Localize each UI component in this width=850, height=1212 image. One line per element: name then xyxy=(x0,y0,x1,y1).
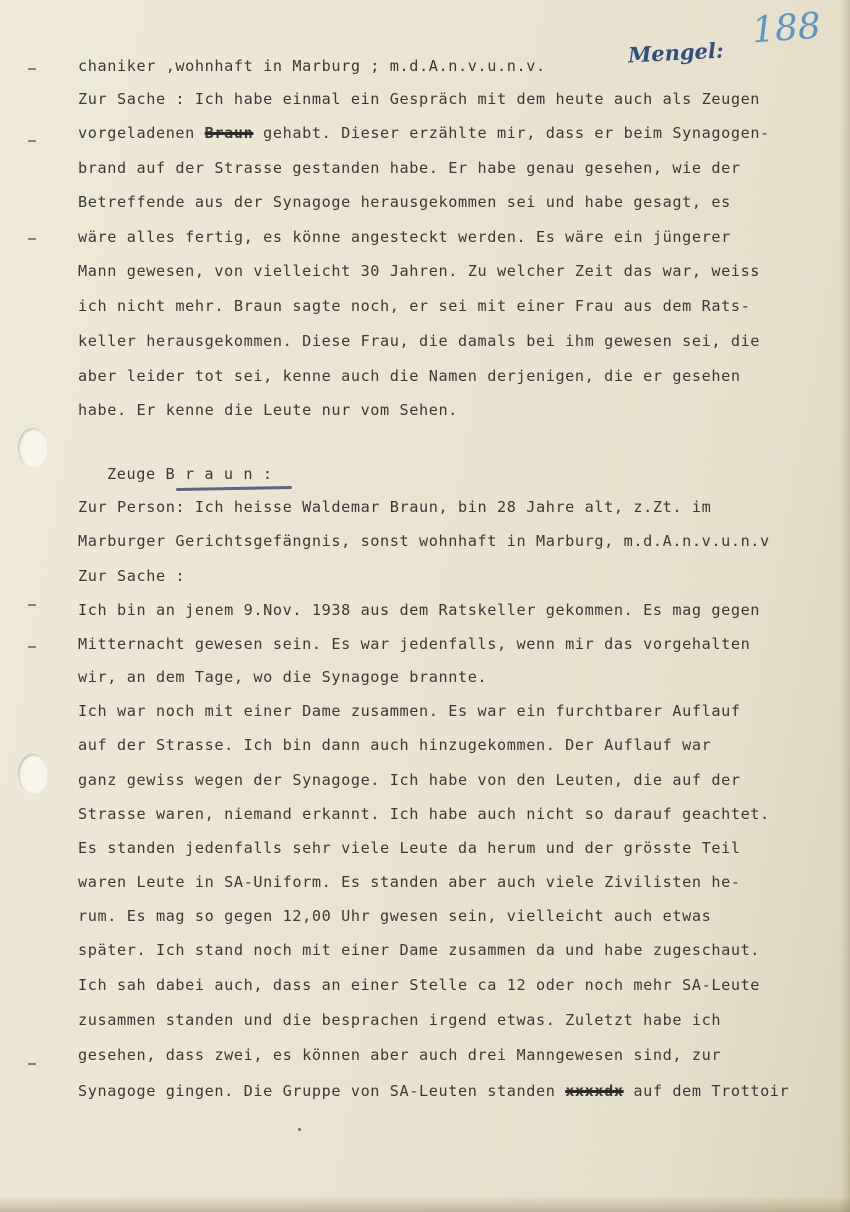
handwritten-name: Mengel: xyxy=(627,37,725,68)
text-line: ganz gewiss wegen der Synagoge. Ich habe von den Leuten, die auf der xyxy=(78,771,741,789)
punch-hole-bottom xyxy=(18,754,48,794)
text-line: waren Leute in SA-Uniform. Es standen aber auch viele Zivilisten he- xyxy=(78,873,741,891)
ink-dot xyxy=(298,1128,301,1131)
text-line: chaniker ,wohnhaft in Marburg ; m.d.A.n.v.u.n.v. xyxy=(78,57,546,75)
line-part: gehabt. Dieser erzählte mir, dass er beim Synagogen- xyxy=(253,124,770,142)
margin-mark xyxy=(28,646,36,648)
struck-word: Braun xyxy=(204,124,254,142)
punch-hole-top xyxy=(18,428,48,468)
text-line: Mann gewesen, von vielleicht 30 Jahren. Zu welcher Zeit das war, weiss xyxy=(78,262,761,280)
text-line: Zur Sache : xyxy=(78,567,186,585)
text-line: Strasse waren, niemand erkannt. Ich habe auch nicht so darauf geachtet. xyxy=(78,805,770,823)
text-line: wir, an dem Tage, wo die Synagoge brannte. xyxy=(78,668,488,686)
text-line: aber leider tot sei, kenne auch die Namen derjenigen, die er gesehen xyxy=(78,367,741,385)
line-part: Synagoge gingen. Die Gruppe von SA-Leuten standen xyxy=(78,1082,566,1100)
line-part: auf dem Trottoir xyxy=(623,1082,790,1100)
text-line: ich nicht mehr. Braun sagte noch, er sei mit einer Frau aus dem Rats- xyxy=(78,297,751,315)
text-line: keller herausgekommen. Diese Frau, die damals bei ihm gewesen sei, die xyxy=(78,332,761,350)
text-line xyxy=(78,1081,850,1101)
text-line: brand auf der Strasse gestanden habe. Er habe genau gesehen, wie der xyxy=(78,159,741,177)
witness-heading: Zeuge B r a u n : xyxy=(107,465,273,483)
page-edge-shadow-bottom xyxy=(0,1196,850,1212)
text-line xyxy=(78,123,850,143)
text-line: Ich sah dabei auch, dass an einer Stelle ca 12 oder noch mehr SA-Leute xyxy=(78,976,761,994)
margin-mark xyxy=(28,1063,36,1065)
text-line: habe. Er kenne die Leute nur vom Sehen. xyxy=(78,401,459,419)
text-line: später. Ich stand noch mit einer Dame zusammen da und habe zugeschaut. xyxy=(78,941,761,959)
margin-mark xyxy=(28,238,36,240)
line-part: vorgeladenen xyxy=(78,124,205,142)
text-line: rum. Es mag so gegen 12,00 Uhr gwesen sein, vielleicht auch etwas xyxy=(78,907,712,925)
margin-mark xyxy=(28,68,36,70)
margin-mark xyxy=(28,140,36,142)
struck-word: xxxxdx xyxy=(565,1082,624,1100)
text-line: wäre alles fertig, es könne angesteckt werden. Es wäre ein jüngerer xyxy=(78,228,731,246)
text-line: zusammen standen und die besprachen irgend etwas. Zuletzt habe ich xyxy=(78,1011,722,1029)
folio-number: 188 xyxy=(750,5,823,52)
text-line: Zur Sache : Ich habe einmal ein Gespräch mit dem heute auch als Zeugen xyxy=(78,90,761,108)
text-line: gesehen, dass zwei, es können aber auch drei Manngewesen sind, zur xyxy=(78,1046,722,1064)
text-line: Betreffende aus der Synagoge herausgekommen sei und habe gesagt, es xyxy=(78,193,731,211)
heading-underline xyxy=(176,486,292,491)
text-line: Mitternacht gewesen sein. Es war jedenfalls, wenn mir das vorgehalten xyxy=(78,635,751,653)
text-line: Ich bin an jenem 9.Nov. 1938 aus dem Ratskeller gekommen. Es mag gegen xyxy=(78,601,761,619)
text-line: Marburger Gerichtsgefängnis, sonst wohnhaft in Marburg, m.d.A.n.v.u.n.v xyxy=(78,532,770,550)
page-edge-shadow xyxy=(840,0,850,1212)
text-line: Es standen jedenfalls sehr viele Leute da herum und der grösste Teil xyxy=(78,839,741,857)
text-line: auf der Strasse. Ich bin dann auch hinzugekommen. Der Auflauf war xyxy=(78,736,712,754)
text-line: Ich war noch mit einer Dame zusammen. Es war ein furchtbarer Auflauf xyxy=(78,702,741,720)
margin-mark xyxy=(28,604,36,606)
text-line: Zur Person: Ich heisse Waldemar Braun, bin 28 Jahre alt, z.Zt. im xyxy=(78,498,712,516)
